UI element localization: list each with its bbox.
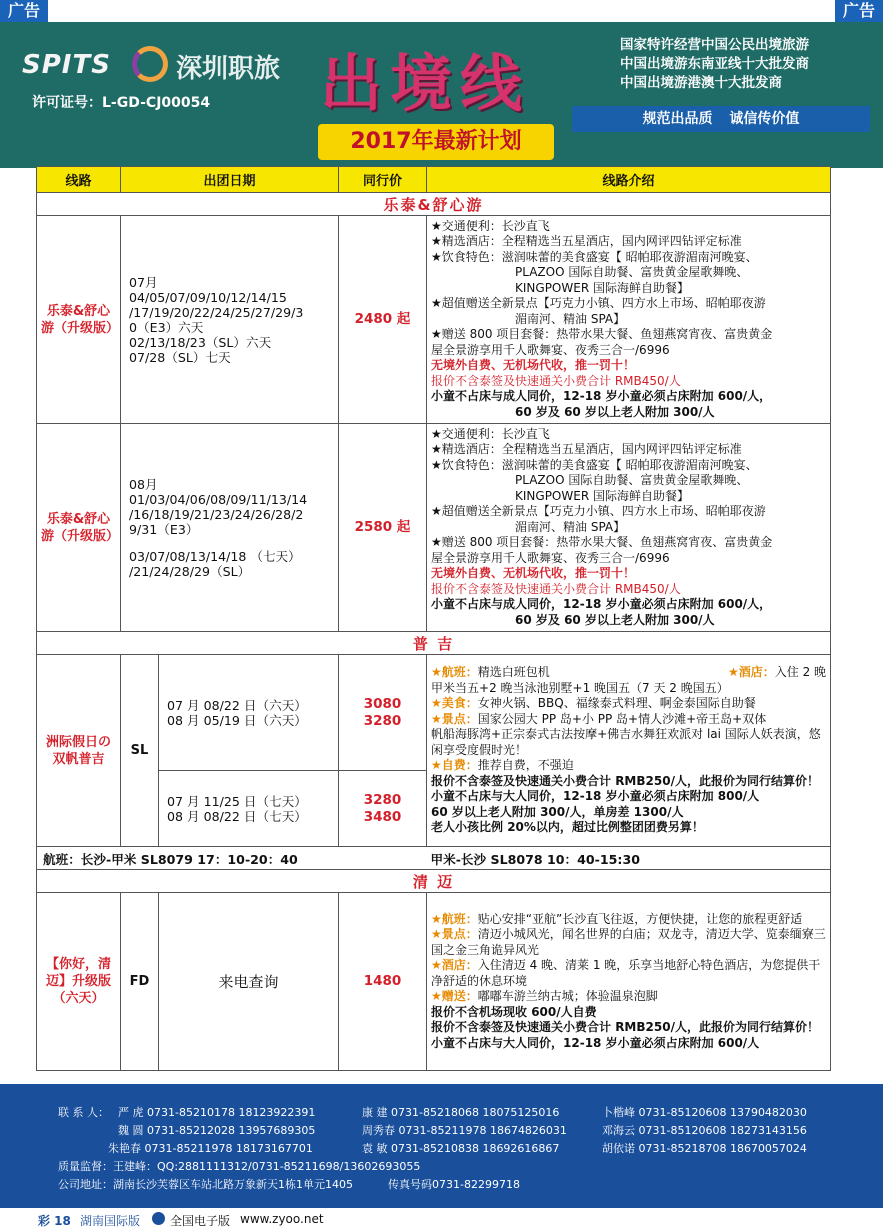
intro-line: ★精选酒店：全程精选当五星酒店，国内网评四钻评定标准 [431, 234, 742, 249]
date-line: 08 月 05/19 日（六天） [167, 712, 307, 728]
trade-price [339, 771, 427, 847]
intro-line [431, 927, 826, 958]
intro-line: 小童不占床与大人同价，12-18 岁小童必须占床附加 800/人 [431, 789, 760, 804]
intro-line: 小童不占床与成人同价，12-18 岁小童必须占床附加 600/人， [431, 597, 772, 612]
intro-line: 报价不含泰签及快速通关小费合计 RMB250/人，此报价为同行结算价！ [431, 1020, 819, 1035]
hotel-label: ★酒店： [727, 665, 775, 680]
route-name: 乐泰&舒心游（升级版） [37, 424, 121, 632]
slogan-bar: 规范出品质 诚信传价值 [572, 106, 870, 132]
edition-name: 湖南国际版 [80, 1214, 141, 1228]
company-address: 公司地址：湖南长沙芙蓉区车站北路万象新天1栋1单元1405 [58, 1178, 353, 1191]
trade-price [339, 655, 427, 771]
intro-line [431, 758, 826, 774]
date-line: 07月 [129, 274, 158, 290]
qualification-item: 中国出境游港澳十大批发商 [620, 75, 782, 91]
departure-dates: 来电查询 [159, 893, 339, 1071]
price-line: 3280 [363, 712, 402, 729]
swirl-logo-icon [132, 46, 168, 82]
contact-entry: 朱艳春 0731-85211978 18173167701 [108, 1142, 313, 1155]
intro-line: KINGPOWER 国际海鲜自助餐】 [515, 280, 689, 295]
hotel-text: 入住 2 晚 [774, 665, 827, 680]
table-row [37, 893, 831, 1071]
trade-price: 2580 起 [339, 424, 427, 632]
intro-line: 无境外自费、无机场代收，推一罚十！ [431, 566, 636, 581]
qualification-list [620, 36, 809, 93]
contact-footer [0, 1084, 883, 1208]
header-price: 同行价 [339, 167, 427, 193]
intro-line: ★交通便利：长沙直飞 [431, 218, 550, 233]
intro-line [431, 696, 826, 712]
price-line: 3080 [363, 695, 402, 712]
intro-line [431, 958, 826, 989]
intro-line [431, 989, 826, 1005]
trade-price: 2480 起 [339, 216, 427, 424]
contact-entry: 魏 圆 0731-85212028 13957689305 [118, 1124, 316, 1137]
qualification-item: 中国出境游东南亚线十大批发商 [620, 56, 809, 72]
main-title: 出境线 [320, 47, 531, 120]
intro-line [431, 712, 826, 728]
intro-line: ★超值赠送全新景点【巧克力小镇、四方水上市场、昭帕耶夜游 [431, 504, 766, 519]
flight-label: ★航班： [431, 665, 478, 680]
date-line: /21/24/28/29（SL） [129, 563, 251, 579]
intro-line: 帆船海豚湾+正宗泰式古法按摩+佛吉水舞狂欢派对 lai 国际人妖表演，悠闲享受度假时光！ [431, 727, 821, 757]
contact-entry: 袁 敏 0731-85210838 18692616867 [362, 1142, 560, 1155]
intro-line: 屋全景游享用千人歌舞宴、夜秀三合一/6996 [431, 342, 670, 357]
intro-line: ★饮食特色：滋润味蕾的美食盛宴【 昭帕耶夜游湄南河晚宴、 [431, 457, 758, 472]
intro-line: 湄南河、精油 SPA】 [515, 311, 626, 326]
company-logo [22, 42, 287, 90]
hotel-label: ★酒店： [431, 958, 478, 973]
date-line [129, 537, 334, 549]
hotel-text: 入住清迈 4 晚、清莱 1 晚，乐享当地舒心特色酒店，为您提供干净舒适的休息环境 [431, 958, 821, 988]
gift-label: ★赠送： [431, 989, 478, 1004]
table-row [37, 424, 831, 632]
date-line: 01/03/04/06/08/09/11/13/14 [129, 491, 308, 507]
itinerary-table [36, 166, 831, 1071]
flight-info-row [37, 847, 831, 870]
route-name: 【你好，清迈】升级版（六天） [37, 893, 121, 1071]
date-line: 07 月 11/25 日（七天） [167, 793, 307, 809]
date-line: 03/07/08/13/14/18 （七天） [129, 548, 301, 564]
section-heading-row [37, 193, 831, 216]
contact-entry: 胡依诺 0731-85218708 18670057024 [602, 1142, 807, 1155]
intro-line: 报价不含泰签及快速通关小费合计 RMB450/人 [431, 581, 681, 596]
plan-badge: 2017年最新计划 [318, 124, 554, 160]
route-intro [427, 216, 831, 424]
date-line: 04/05/07/09/10/12/14/15 [129, 289, 287, 305]
intro-line [431, 665, 826, 681]
intro-line: ★交通便利：长沙直飞 [431, 426, 550, 441]
website-link[interactable]: www.zyoo.net [240, 1212, 324, 1226]
intro-line: 老人小孩比例 20%以内，超过比例整团团费另算！ [431, 820, 704, 835]
itinerary-table-wrap [36, 166, 830, 1071]
brand-name: 深圳职旅 [176, 54, 281, 84]
route-name: 乐泰&舒心游（升级版） [37, 216, 121, 424]
section-heading-row [37, 632, 831, 655]
departure-dates [159, 771, 339, 847]
intro-line: 报价不含泰签及快速通关小费合计 RMB250/人，此报价为同行结算价！ [431, 773, 819, 788]
departure-dates [121, 216, 339, 424]
ad-tag-left: 广告 [0, 0, 48, 22]
date-line: /17/19/20/22/24/25/27/29/3 [129, 304, 304, 320]
date-line: 07/28（SL）七天 [129, 349, 231, 365]
contact-entry: 康 建 0731-85218068 18075125016 [362, 1106, 560, 1119]
page-number: 彩 18 [38, 1214, 71, 1228]
intro-line: ★超值赠送全新景点【巧克力小镇、四方水上市场、昭帕耶夜游 [431, 296, 766, 311]
table-row [37, 655, 831, 771]
departure-dates [159, 655, 339, 771]
qualification-item: 国家特许经营中国公民出境旅游 [620, 37, 809, 53]
route-name: 洲际假日の双帆普吉 [37, 655, 121, 847]
food-text: 女神火锅、BBQ、福缘泰式料理、啊金泰国际自助餐 [477, 696, 756, 711]
date-line: 08月 [129, 476, 158, 492]
flight-outbound: 航班：长沙-甲米 SL8079 17：10-20：40 [37, 847, 427, 870]
header-dates: 出团日期 [121, 167, 339, 193]
airline-code: SL [121, 655, 159, 847]
food-label: ★美食： [431, 696, 478, 711]
date-line: 08 月 08/22 日（七天） [167, 808, 307, 824]
flight-text: 贴心安排“亚航”长沙直飞往返，方便快捷，让您的旅程更舒适 [477, 911, 803, 926]
section-title-letai: 乐泰&舒心游 [37, 193, 831, 216]
intro-line: ★精选酒店：全程精选当五星酒店，国内网评四钻评定标准 [431, 442, 742, 457]
flight-label: ★航班： [431, 911, 478, 926]
intro-line: PLAZOO 国际自助餐、富贵黄金屋歌舞晚、 [515, 265, 749, 280]
price-line: 3280 [363, 791, 402, 808]
table-row [37, 216, 831, 424]
page-footer [0, 1208, 883, 1230]
airline-code: FD [121, 893, 159, 1071]
section-title-phuket: 普 吉 [37, 632, 831, 655]
intro-line: 60 岁及 60 岁以上老人附加 300/人 [515, 612, 715, 627]
intro-line: 报价不含机场现收 600/人自费 [431, 1004, 597, 1019]
header-intro: 线路介绍 [427, 167, 831, 193]
ad-tag-right: 广告 [835, 0, 883, 22]
spot-text: 清迈小城风光，闻名世界的白庙；双龙寺，清迈大学、览泰缅寮三国之金三角诡异风光 [431, 927, 826, 957]
route-intro [427, 893, 831, 1071]
flight-text: 精选白班包机 [477, 665, 550, 680]
intro-line: KINGPOWER 国际海鲜自助餐】 [515, 488, 689, 503]
header-banner [0, 22, 883, 168]
intro-line: 小童不占床与成人同价，12-18 岁小童必须占床附加 600/人， [431, 389, 772, 404]
logo-text: SPITS [22, 50, 111, 80]
self-pay-text: 推荐自费，不强迫 [477, 758, 574, 773]
date-line: 0（E3）六天 [129, 319, 204, 335]
intro-line: ★饮食特色：滋润味蕾的美食盛宴【 昭帕耶夜游湄南河晚宴、 [431, 249, 758, 264]
route-intro [427, 655, 831, 847]
contact-entry: 卜楷峰 0731-85120608 13790482030 [602, 1106, 807, 1119]
intro-line: 60 岁及 60 岁以上老人附加 300/人 [515, 404, 715, 419]
intro-line: 屋全景游享用千人歌舞宴、夜秀三合一/6996 [431, 550, 670, 565]
intro-line: ★赠送 800 项目套餐：热带水果大餐、鱼翅燕窝宵夜、富贵黄金 [431, 535, 773, 550]
trade-price: 1480 [339, 893, 427, 1071]
network-label: 全国电子版 [170, 1214, 231, 1228]
intro-line: 甲米当五+2 晚当泳池别墅+1 晚国五（7 天 2 晚国五） [431, 680, 729, 695]
header-route: 线路 [37, 167, 121, 193]
spot-label: ★景点： [431, 927, 478, 942]
quality-supervision: 质量监督：王建峰：QQ:2881111312/0731-85211698/13602693055 [58, 1160, 421, 1173]
intro-line [431, 912, 826, 928]
date-line: 9/31（E3） [129, 521, 199, 537]
flight-return: 甲米-长沙 SL8078 10：40-15:30 [427, 847, 831, 870]
gift-text: 嘟嘟车游兰纳古城；体验温泉泡脚 [477, 989, 658, 1004]
date-line: 07 月 08/22 日（六天） [167, 697, 307, 713]
contact-entry: 严 虎 0731-85210178 18123922391 [118, 1106, 316, 1119]
intro-line: 小童不占床与大人同价，12-18 岁小童必须占床附加 600/人 [431, 1035, 760, 1050]
contact-label: 联 系 人： [58, 1106, 109, 1119]
intro-line: ★赠送 800 项目套餐：热带水果大餐、鱼翅燕窝宵夜、富贵黄金 [431, 327, 773, 342]
spot-label: ★景点： [431, 711, 478, 726]
contact-entry: 周秀春 0731-85211978 18674826031 [362, 1124, 567, 1137]
license-number: 许可证号：L-GD-CJ00054 [32, 95, 211, 111]
intro-line: 60 岁以上老人附加 300/人，单房差 1300/人 [431, 804, 684, 819]
intro-line: 无境外自费、无机场代收，推一罚十！ [431, 358, 636, 373]
intro-line: 湄南河、精油 SPA】 [515, 519, 626, 534]
table-header-row [37, 167, 831, 193]
spot-text: 国家公园大 PP 岛+小 PP 岛+情人沙滩+帝王岛+双体 [477, 711, 767, 726]
self-pay-label: ★自费： [431, 758, 478, 773]
section-title-chiangmai: 清 迈 [37, 870, 831, 893]
contact-entry: 邓海云 0731-85120608 18273143156 [602, 1124, 807, 1137]
network-icon [152, 1212, 165, 1225]
route-intro [427, 424, 831, 632]
intro-line: PLAZOO 国际自助餐、富贵黄金屋歌舞晚、 [515, 473, 749, 488]
fax-number: 传真号码0731-82299718 [388, 1178, 520, 1191]
departure-dates [121, 424, 339, 632]
date-line: /16/18/19/21/23/24/26/28/2 [129, 506, 304, 522]
intro-line: 报价不含泰签及快速通关小费合计 RMB450/人 [431, 373, 681, 388]
date-line: 02/13/18/23（SL）六天 [129, 334, 272, 350]
section-heading-row [37, 870, 831, 893]
price-line: 3480 [363, 808, 402, 825]
